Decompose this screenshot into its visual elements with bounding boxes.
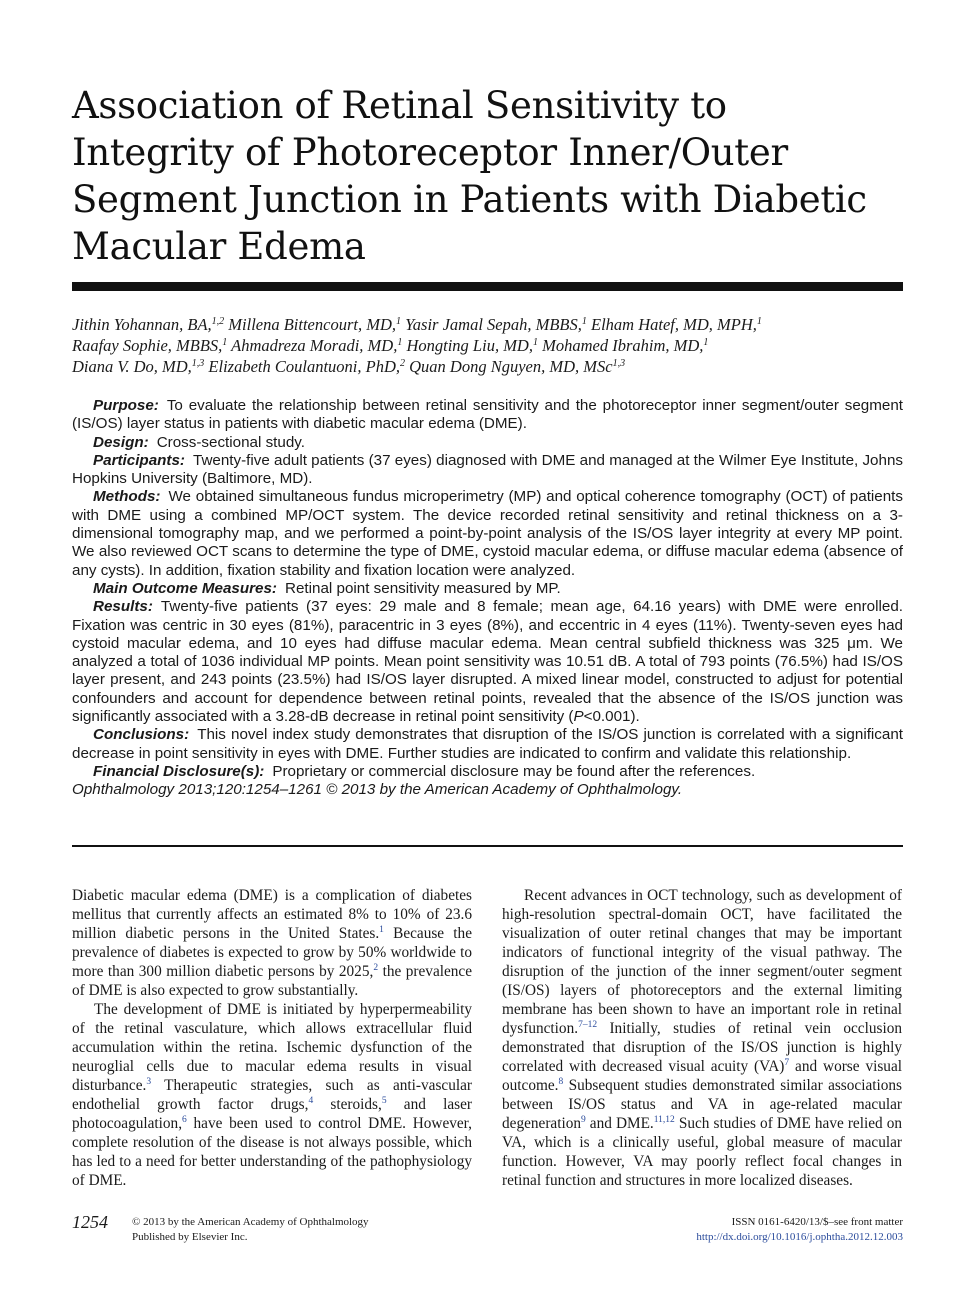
citation-text: Ophthalmology 2013;120:1254–1261 © 2013 by the American Academy of Ophthalmology. xyxy=(72,781,683,799)
body-column-right xyxy=(502,886,902,1190)
reference-link[interactable]: 2 xyxy=(373,963,379,973)
abstract xyxy=(72,397,903,800)
body-text: Recent advances in OCT technology, such as development of high-resolution spectral-domain OCT, have facilitated the visualization of outer retinal changes that may be important indicators of functional integrity of the visual pathway. The disruption of the junction of the inner segment/outer segment (IS/OS) layers of photoreceptors and the external limiting membrane has been shown to have an important role in retinal dysfunction. xyxy=(502,887,902,1037)
author-affiliation: 1 xyxy=(532,337,538,348)
body-text: the prevalence of DME is also expected to grow substantially. xyxy=(72,963,472,999)
issn-block xyxy=(696,1215,903,1245)
body-text: and DME. xyxy=(585,1115,654,1132)
body-text: have been used to control DME. However, complete resolution of the disease is not always possible, which has led to a need for better understanding of the pathophysiology of DME. xyxy=(72,1115,472,1189)
body-text: Therapeutic strategies, such as anti-vascular endothelial growth factor drugs, xyxy=(72,1077,472,1113)
section-label: Purpose: xyxy=(93,397,159,414)
body-text: Initially, studies of retinal vein occlusion demonstrated that disruption of the IS/OS junction is highly correlated with decreased visual acuity (VA) xyxy=(502,1020,902,1075)
title-divider xyxy=(72,282,903,291)
author-name: Jithin Yohannan, BA, xyxy=(72,315,212,334)
body-text: and laser photocoagulation, xyxy=(72,1096,472,1132)
section-label: Participants: xyxy=(93,451,185,469)
author-affiliation: 1 xyxy=(703,337,709,348)
reference-link[interactable]: 1 xyxy=(379,925,384,935)
abstract-results xyxy=(72,598,903,726)
body-text: The development of DME is initiated by hyperpermeability of the retinal vasculature, which allows extracellular fluid accumulation within the retina. Ischemic dysfunction of the neuroglial cells due to macular edema results in visual disturbance. xyxy=(72,1001,472,1094)
body-paragraph xyxy=(502,886,902,1190)
section-label: Results: xyxy=(93,598,153,616)
body-text: Diabetic macular edema (DME) is a complication of diabetes mellitus that currently affects an estimated 8% to 10% of 23.6 million diabetic persons in the United States. xyxy=(72,887,472,942)
publisher-line: Published by Elsevier Inc. xyxy=(132,1231,248,1243)
article-title xyxy=(72,82,932,270)
author-affiliation: 1,3 xyxy=(191,358,205,369)
body-text: Such studies of DME have relied on VA, which is a clinically useful, global measure of macular function. However, VA may poorly reflect focal changes in retinal function and structures in more localized diseases. xyxy=(502,1115,902,1189)
section-text: <0.001). xyxy=(583,708,640,726)
section-text: Retinal point sensitivity measured by MP. xyxy=(285,579,561,597)
author-affiliation: 1 xyxy=(222,337,228,348)
author-name: Millena Bittencourt, MD, xyxy=(224,315,396,334)
reference-link[interactable]: 8 xyxy=(558,1077,564,1087)
reference-link[interactable]: 3 xyxy=(146,1077,152,1087)
title-line-4: Macular Edema xyxy=(72,225,366,268)
section-text: This novel index study demonstrates that disruption of the IS/OS junction is correlated with a significant decrease in point sensitivity in eyes with DME. Further studies are indicated to confirm and validate this relationship. xyxy=(72,726,903,762)
page-number: 1254 xyxy=(72,1212,108,1232)
section-text: Cross-sectional study. xyxy=(156,433,305,451)
section-label: Main Outcome Measures: xyxy=(93,579,277,597)
section-label: Financial Disclosure(s): xyxy=(93,762,265,780)
section-text: Proprietary or commercial disclosure may be found after the references. xyxy=(272,762,756,780)
author-name: Ahmadreza Moradi, MD, xyxy=(227,336,398,355)
reference-link[interactable]: 11,12 xyxy=(653,1115,675,1125)
author-name: Yasir Jamal Sepah, MBBS, xyxy=(401,315,582,334)
section-label: Methods: xyxy=(93,488,161,506)
body-text: Subsequent studies demonstrated similar associations between IS/OS status and VA in age-related macular degeneration xyxy=(502,1077,902,1132)
author-affiliation: 1 xyxy=(756,316,762,327)
author-affiliation: 2 xyxy=(400,358,405,369)
abstract-divider xyxy=(72,845,903,847)
author-name: Elizabeth Coulantuoni, PhD, xyxy=(204,357,400,376)
author-name: Mohamed Ibrahim, MD, xyxy=(537,336,704,355)
journal-citation xyxy=(72,781,903,799)
body-text: Because the prevalence of diabetes is expected to grow by 50% worldwide to more than 300 million diabetic persons by 2025, xyxy=(72,925,472,980)
author-name: Elham Hatef, MD, MPH, xyxy=(586,315,757,334)
author-affiliation: 1,2 xyxy=(211,316,225,327)
reference-link[interactable]: 5 xyxy=(381,1096,387,1106)
title-line-1: Association of Retinal Sensitivity to xyxy=(72,84,727,127)
abstract-methods xyxy=(72,488,903,579)
title-line-2: Integrity of Photoreceptor Inner/Outer xyxy=(72,131,788,174)
reference-link[interactable]: 4 xyxy=(308,1096,314,1106)
author-affiliation: 1 xyxy=(396,316,401,327)
section-text: To evaluate the relationship between retinal sensitivity and the photoreceptor inner segment/outer segment (IS/OS) layer status in patients with diabetic macular edema (DME). xyxy=(72,397,903,433)
body-text: steroids, xyxy=(313,1096,382,1113)
reference-link[interactable]: 7 xyxy=(784,1058,790,1068)
section-label: Conclusions: xyxy=(93,726,190,744)
abstract-disclosure xyxy=(72,763,903,781)
abstract-participants xyxy=(72,452,903,489)
copyright-line: © 2013 by the American Academy of Ophthalmology xyxy=(132,1216,369,1228)
author-affiliation: 1 xyxy=(581,316,587,327)
title-line-3: Segment Junction in Patients with Diabetic xyxy=(72,178,867,221)
issn-line: ISSN 0161-6420/13/$–see front matter xyxy=(731,1216,903,1228)
author-affiliation: 1,3 xyxy=(612,358,626,369)
author-name: Hongting Liu, MD, xyxy=(402,336,533,355)
section-label: Design: xyxy=(93,433,149,451)
abstract-purpose xyxy=(72,397,903,434)
copyright-notice xyxy=(132,1215,369,1245)
abstract-outcome-measures xyxy=(72,580,903,598)
author-affiliation: 1 xyxy=(397,337,403,348)
author-line-2 xyxy=(72,335,912,356)
author-name: Diana V. Do, MD, xyxy=(72,357,192,376)
section-text: Twenty-five patients (37 eyes: 29 male and 8 female; mean age, 64.16 years) with DME were enrolled. Fixation was centric in 30 eyes (81%), paracentric in 3 eyes (8%), and eccentric in 4 eyes (11%). Twenty-seven eyes had cystoid macular edema, and 10 eyes had diffuse macular edema. Mean central subfield thickness was 325 μm. We analyzed a total of 1036 individual MP points. Mean point sensitivity was 10.51 dB. A total of 793 points (76.5%) had IS/OS layer present, and 243 points (23.5%) had IS/OS layer disrupted. A mixed linear model, constructed to adjust for potential confounders and account for dependence between retinal points, revealed that the absence of the IS/OS junction was significantly associated with a 3.28-dB decrease in retinal point sensitivity ( xyxy=(72,598,903,726)
body-paragraph xyxy=(72,1000,472,1190)
reference-link[interactable]: 9 xyxy=(581,1115,586,1125)
body-paragraph xyxy=(72,886,472,1000)
abstract-design xyxy=(72,434,903,452)
author-line-1 xyxy=(72,314,912,335)
section-text: We obtained simultaneous fundus microperimetry (MP) and optical coherence tomography (OCT) of patients with DME using a combined MP/OCT system. The device recorded retinal sensitivity and retinal thickness on a 3-dimensional tomography map, and we performed a point-by-point analysis of the IS/OS layer integrity at every MP point. We also reviewed OCT scans to determine the type of DME, cystoid macular edema, or diffuse macular edema (absence of any cysts). In addition, fixation stability and fixation location were analyzed. xyxy=(72,488,903,579)
reference-link[interactable]: 7–12 xyxy=(578,1020,598,1030)
body-text: and worse visual outcome. xyxy=(502,1058,902,1094)
doi-link[interactable]: http://dx.doi.org/10.1016/j.ophtha.2012.12.003 xyxy=(696,1231,903,1243)
reference-link[interactable]: 6 xyxy=(182,1115,187,1125)
section-text: Twenty-five adult patients (37 eyes) diagnosed with DME and managed at the Wilmer Eye Institute, Johns Hopkins University (Baltimore, MD). xyxy=(72,451,903,488)
author-name: Quan Dong Nguyen, MD, MSc xyxy=(405,357,613,376)
abstract-conclusions xyxy=(72,726,903,763)
p-value-symbol: P xyxy=(573,708,584,726)
body-column-left xyxy=(72,886,472,1190)
author-line-3 xyxy=(72,356,912,377)
author-name: Raafay Sophie, MBBS, xyxy=(72,336,223,355)
author-list xyxy=(72,314,912,377)
